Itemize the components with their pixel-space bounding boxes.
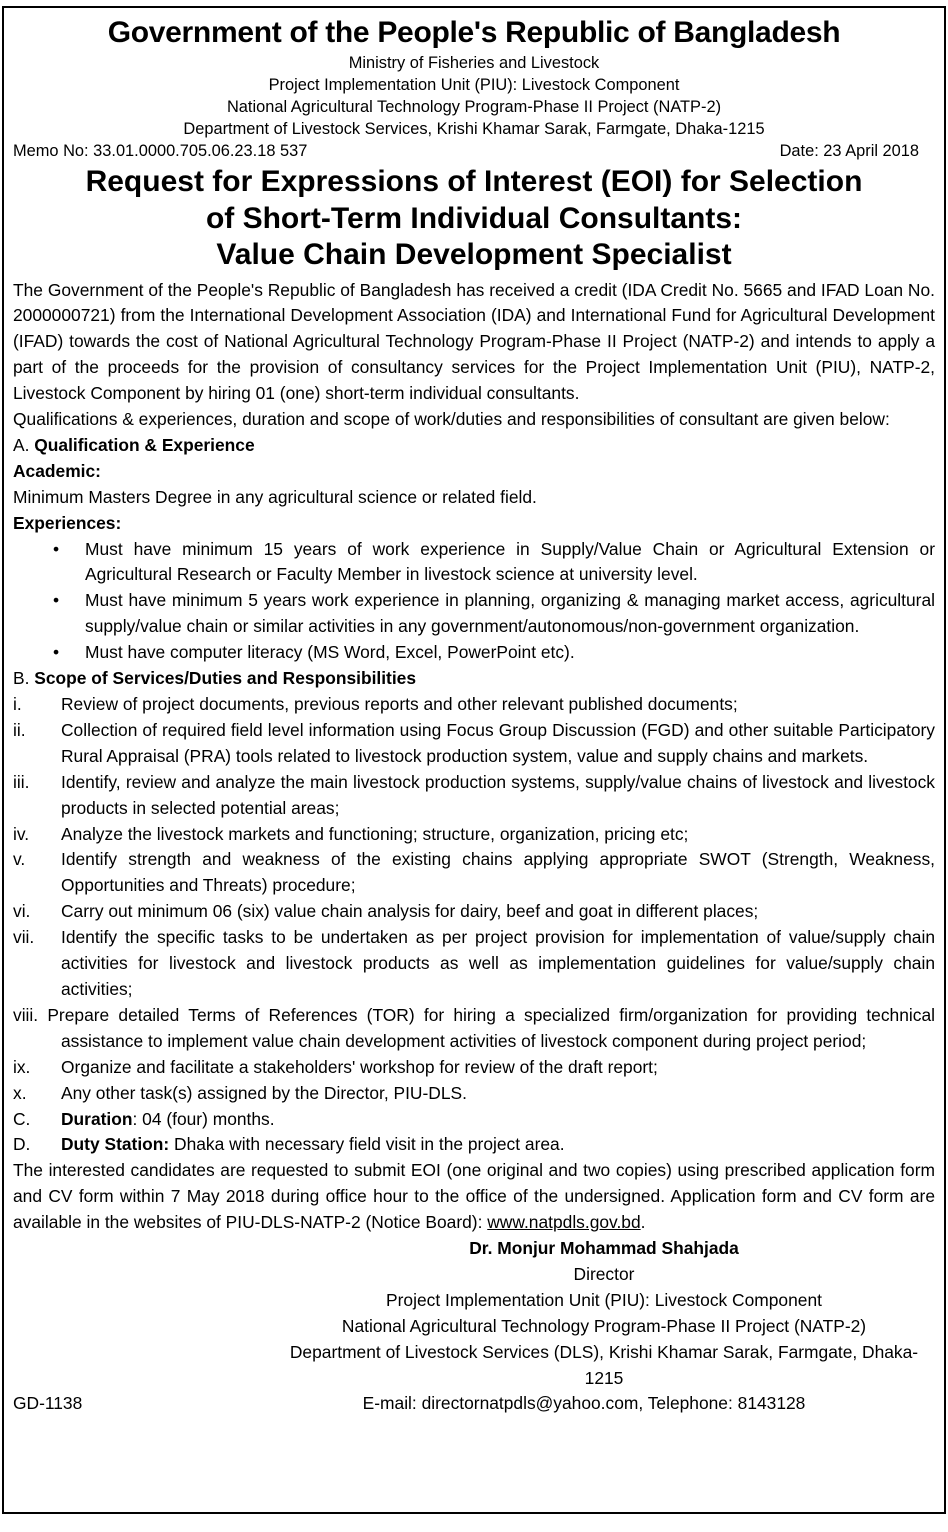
duty-item: [13, 718, 935, 770]
footer-row: [13, 1391, 935, 1417]
section-c-duration: [13, 1107, 935, 1133]
duty-item: [13, 822, 935, 848]
department-line: Department of Livestock Services, Krishi Khamar Sarak, Farmgate, Dhaka-1215: [183, 120, 765, 138]
closing-paragraph: [13, 1158, 935, 1236]
duty-number: vii.: [13, 927, 35, 948]
section-a-heading: [13, 433, 935, 459]
duty-number: iii.: [13, 771, 30, 792]
duty-text: Any other task(s) assigned by the Director, PIU-DLS.: [61, 1082, 467, 1103]
duration-value: : 04 (four) months.: [132, 1108, 275, 1129]
section-b-title: Scope of Services/Duties and Responsibilities: [34, 668, 417, 689]
duty-item: [13, 899, 935, 925]
duty-number: vi.: [13, 901, 31, 922]
duty-text: Organize and facilitate a stakeholders' workshop for review of the draft report;: [61, 1056, 658, 1077]
duty-number: ix.: [13, 1056, 31, 1077]
memo-date: Date: 23 April 2018: [779, 142, 919, 160]
section-c-prefix: C.: [13, 1108, 31, 1129]
section-d-duty-station: [13, 1132, 935, 1158]
gd-code: GD-1138: [13, 1393, 83, 1414]
signatory-contact: E-mail: directornatpdls@yahoo.com, Telephone: 8143128: [362, 1393, 806, 1414]
duty-text: Identify the specific tasks to be undertaken as per project provision for implementation of value/supply chain activities for livestock and livestock products as well as implementation guidelines for value/supply chain activities;: [61, 927, 935, 999]
section-a-prefix: A.: [13, 434, 30, 455]
signatory-unit: Project Implementation Unit (PIU): Livestock Component: [386, 1289, 822, 1310]
academic-text: Minimum Masters Degree in any agricultural science or related field.: [13, 486, 537, 507]
closing-end: .: [640, 1212, 646, 1233]
title-line-3: Value Chain Development Specialist: [216, 238, 732, 271]
intro-qualifications-note: Qualifications & experiences, duration and scope of work/duties and responsibilities of consultant are given below:: [13, 409, 890, 430]
experience-text: Must have minimum 5 years work experience in planning, organizing & managing market access, agricultural supply/value chain or similar activities in any government/autonomous/non-government organization.: [85, 590, 935, 637]
duration-label: Duration: [61, 1108, 133, 1129]
duty-item-viii: viii. Prepare detailed Terms of References (TOR) for hiring a specialized firm/organization for providing technical assistance to implement value chain development activities of livestock component during project period;: [13, 1004, 935, 1051]
section-d-prefix: D.: [13, 1134, 31, 1155]
signatory-department: Department of Livestock Services (DLS), Krishi Khamar Sarak, Farmgate, Dhaka-1215: [289, 1341, 919, 1388]
memo-number: Memo No: 33.01.0000.705.06.23.18 537: [13, 142, 308, 160]
experience-list: [13, 537, 935, 667]
duty-number: ii.: [13, 719, 26, 740]
experience-text: Must have computer literacy (MS Word, Excel, PowerPoint etc).: [85, 642, 575, 663]
website-link[interactable]: www.natpdls.gov.bd: [487, 1212, 641, 1233]
list-item: [13, 588, 935, 640]
duty-item: [13, 925, 935, 1003]
duty-item: [13, 1081, 935, 1107]
bullet-icon: •: [53, 538, 60, 559]
signatory-designation: Director: [573, 1263, 635, 1284]
duty-number: iv.: [13, 823, 30, 844]
title-line-2: of Short-Term Individual Consultants:: [205, 201, 743, 235]
section-b-heading: [13, 666, 935, 692]
duty-item: [13, 847, 935, 899]
academic-label: Academic:: [13, 460, 101, 481]
intro-paragraph: The Government of the People's Republic of Bangladesh has received a credit (IDA Credit No. 5665 and IFAD Loan No. 2000000721) from the International Development Association (IDA) and International Fund for Agricultural Development (IFAD) towards the cost of National Agricultural Technology Program-Phase II Project (NATP-2) and intends to apply a part of the proceeds for the provision of consultancy services for the Project Implementation Unit (PIU), NATP-2, Livestock Component by hiring 01 (one) short-term individual consultants.: [13, 279, 935, 404]
duty-text: Identify, review and analyze the main livestock production systems, supply/value chains of livestock and livestock products in selected potential areas;: [61, 771, 935, 818]
duty-station-label: Duty Station:: [61, 1134, 170, 1155]
notice-title: [13, 164, 935, 274]
duty-station-value: Dhaka with necessary field visit in the project area.: [169, 1134, 565, 1155]
list-item: [13, 640, 935, 666]
closing-text: The interested candidates are requested to submit EOI (one original and two copies) using prescribed application form and CV form within 7 May 2018 during office hour to the office of the undersigned. Application form and CV form are available in the websites of PIU-DLS-NATP-2 (Notice Board):: [13, 1160, 935, 1233]
list-item: [13, 537, 935, 589]
duty-text: Carry out minimum 06 (six) value chain analysis for dairy, beef and goat in different places;: [61, 901, 759, 922]
piu-line: Project Implementation Unit (PIU): Livestock Component: [268, 76, 680, 94]
signatory-program: National Agricultural Technology Program-Phase II Project (NATP-2): [341, 1315, 867, 1336]
duty-text: Identify strength and weakness of the existing chains applying appropriate SWOT (Strength, Weakness, Opportunities and Threats) procedure;: [61, 849, 935, 896]
program-line: National Agricultural Technology Program-Phase II Project (NATP-2): [226, 98, 722, 116]
duty-number: i.: [13, 694, 22, 714]
experiences-label: Experiences:: [13, 512, 122, 533]
experience-text: Must have minimum 15 years of work experience in Supply/Value Chain or Agricultural Extension or Agricultural Research or Faculty Member in livestock science at university level.: [85, 538, 935, 585]
bullet-icon: •: [53, 642, 60, 663]
bullet-icon: •: [53, 590, 60, 611]
duty-text: Review of project documents, previous reports and other relevant published documents;: [61, 694, 738, 714]
duty-text: Collection of required field level information using Focus Group Discussion (FGD) and other suitable Participatory Rural Appraisal (PRA) tools related to livestock production system, value and supply chains and markets.: [61, 719, 935, 766]
duty-number: x.: [13, 1082, 27, 1103]
duty-item: [13, 692, 935, 718]
title-line-1: Request for Expressions of Interest (EOI) for Selection: [85, 165, 863, 198]
signatory-name: Dr. Monjur Mohammad Shahjada: [469, 1238, 739, 1259]
memo-date-row: [13, 140, 935, 162]
section-b-prefix: B.: [13, 668, 30, 689]
ministry-line: Ministry of Fisheries and Livestock: [348, 54, 600, 72]
duty-item: [13, 1055, 935, 1081]
section-a-title: Qualification & Experience: [34, 434, 255, 455]
notice-document: [2, 6, 946, 1514]
government-heading: Government of the People's Republic of Bangladesh: [107, 16, 841, 49]
duty-item: [13, 770, 935, 822]
duty-number: v.: [13, 849, 26, 870]
duty-text: Analyze the livestock markets and functioning; structure, organization, pricing etc;: [61, 823, 689, 844]
